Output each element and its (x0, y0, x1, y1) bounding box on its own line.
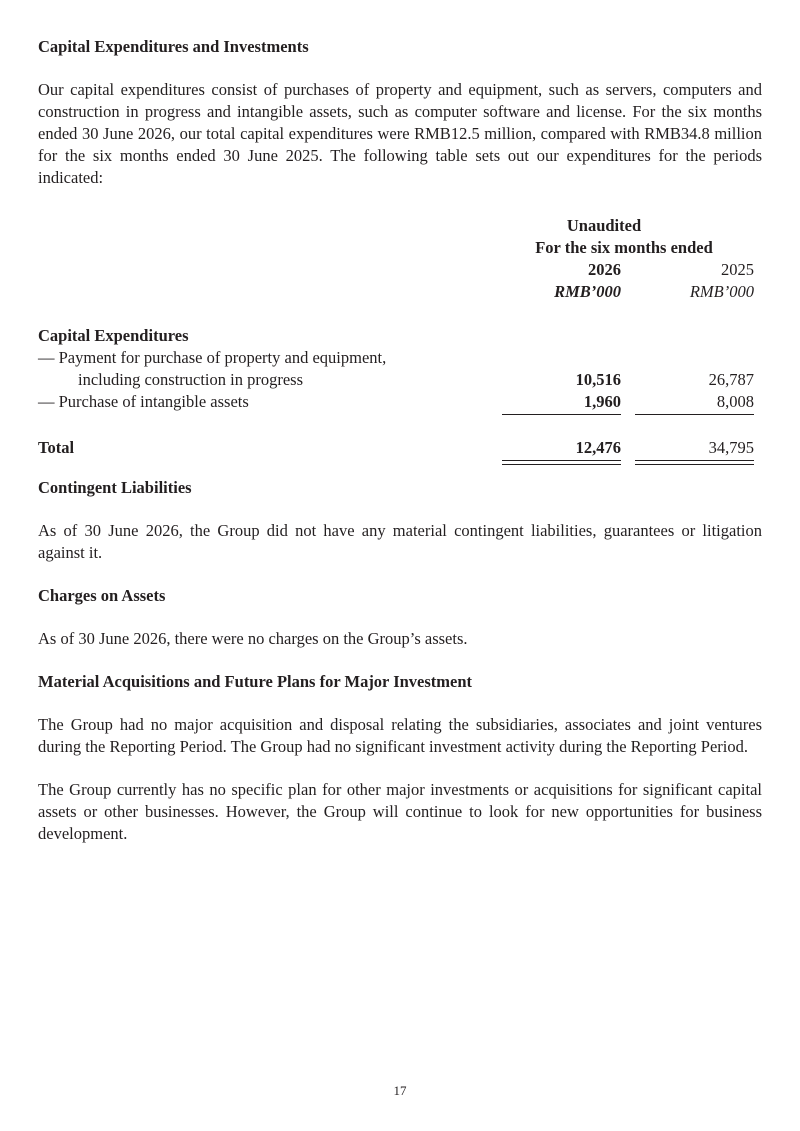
row2-label: — Purchase of intangible assets (38, 392, 249, 411)
row1-value-2026: 10,516 (575, 370, 621, 389)
row1-value-2025: 26,787 (708, 370, 754, 389)
subtotal-rule-2025 (635, 414, 754, 415)
year-2025-header: 2025 (721, 260, 754, 279)
acquisitions-paragraph-1: The Group had no major acquisition and disposal relating the subsidiaries, associates and joint ventures during the Reporting Period. The Group had no significant investment activity during the Reporting Period. (38, 715, 762, 756)
year-2026-header: 2026 (588, 260, 621, 279)
header-unaudited: Unaudited (566, 216, 642, 235)
contingent-heading: Contingent Liabilities (38, 478, 192, 497)
page-number: 17 (393, 1083, 407, 1098)
row1-label-line2: including construction in progress (78, 370, 304, 389)
total-value-2026: 12,476 (575, 438, 621, 457)
row2-value-2026: 1,960 (583, 392, 621, 411)
row1-label-line1: — Payment for purchase of property and equipment, (38, 348, 387, 367)
total-value-2025: 34,795 (708, 438, 754, 457)
capex-paragraph: Our capital expenditures consist of purchases of property and equipment, such as servers, computers and construction in progress and intangible assets, such as computer software and license. For the six months ended 30 June 2026, our total capital expenditures were RMB12.5 million, compared with RMB34.8 million for the six months ended 30 June 2025. The following table sets out our expenditures for the periods indicated: (38, 80, 762, 187)
unit-2025-header: RMB’000 (689, 282, 754, 301)
acquisitions-heading: Material Acquisitions and Future Plans for Major Investment (38, 672, 473, 691)
total-double-rule-2026 (502, 460, 621, 465)
row2-value-2025: 8,008 (716, 392, 754, 411)
section-label: Capital Expenditures (38, 326, 189, 345)
unit-2026-header: RMB’000 (554, 282, 621, 301)
acquisitions-paragraph-2: The Group currently has no specific plan for other major investments or acquisitions for significant capital assets or other businesses. However, the Group will continue to look for new opportunities for business development. (38, 780, 762, 843)
capex-heading: Capital Expenditures and Investments (38, 37, 309, 56)
charges-heading: Charges on Assets (38, 586, 166, 605)
header-period: For the six months ended (535, 238, 713, 257)
total-double-rule-2025 (635, 460, 754, 465)
contingent-paragraph: As of 30 June 2026, the Group did not have any material contingent liabilities, guarantees or litigation against it. (38, 521, 762, 562)
subtotal-rule-2026 (502, 414, 621, 415)
capex-table (38, 215, 762, 477)
total-label: Total (38, 438, 75, 457)
charges-paragraph: As of 30 June 2026, there were no charges on the Group’s assets. (38, 629, 468, 648)
document-page (38, 36, 762, 845)
